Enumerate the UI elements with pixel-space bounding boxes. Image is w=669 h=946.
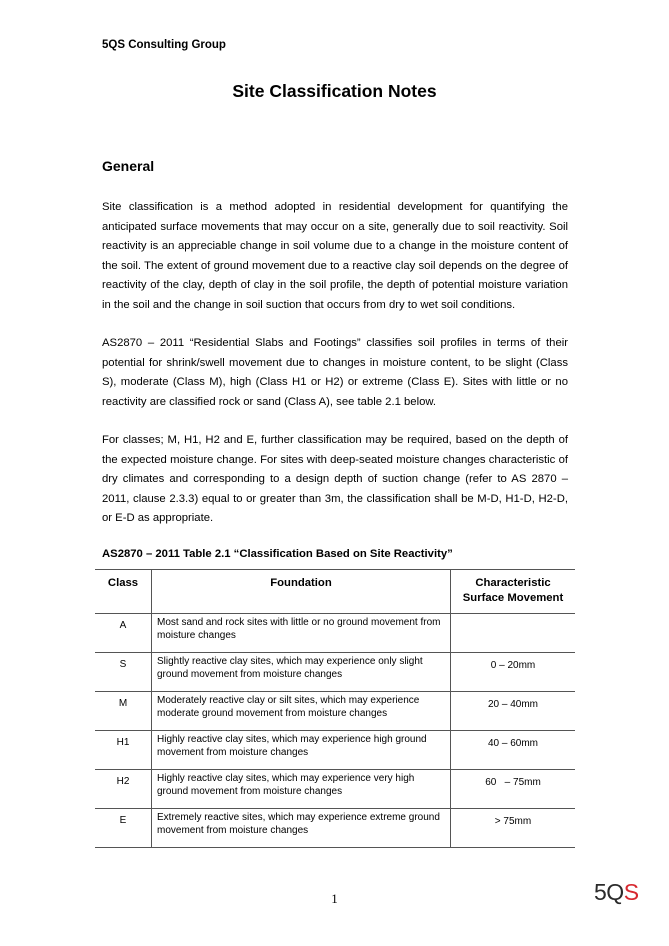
cell-foundation: Moderately reactive clay or silt sites, which may experience moderate ground movement from moisture changes [152, 692, 451, 731]
table-row [95, 653, 575, 692]
cell-class: E [95, 809, 152, 848]
company-name: 5QS Consulting Group [102, 39, 226, 51]
page-number: 1 [331, 891, 338, 906]
header-surface-movement [451, 570, 576, 614]
page-title: Site Classification Notes [232, 81, 437, 101]
table-row [95, 809, 575, 848]
logo-text-accent: S [623, 879, 639, 905]
table-caption: AS2870 – 2011 Table 2.1 “Classification Based on Site Reactivity” [102, 548, 453, 560]
paragraph: AS2870 – 2011 “Residential Slabs and Footings” classifies soil profiles in terms of their potential for shrink/swell movement due to changes in moisture content, to be slight (Class S), moderate (Class M), high (Class H1 or H2) or extreme (Class E). Sites with little or no reactivity are classified rock or sand (Class A), see table 2.1 below. [102, 337, 568, 408]
table-row [95, 614, 575, 653]
paragraph: For classes; M, H1, H2 and E, further classification may be required, based on the depth of the expected moisture change. For sites with deep-seated moisture changes characteristic of dry climates and corresponding to a design depth of suction change (refer to AS 2870 – 2011, clause 2.3.3) equal to or greater than 3m, the classification shall be M-D, H1-D, H2-D, or E-D as appropriate. [102, 434, 568, 524]
cell-class: A [95, 614, 152, 653]
header-movement-line1: Characteristic [475, 577, 551, 589]
cell-foundation: Highly reactive clay sites, which may experience very high ground movement from moisture changes [152, 770, 451, 809]
cell-movement: 20 – 40mm [451, 692, 576, 731]
cell-class: H1 [95, 731, 152, 770]
paragraph: Site classification is a method adopted in residential development for quantifying the anticipated surface movements that may occur on a site, generally due to soil reactivity. Soil reactivity is an appreciable change in soil volume due to a change in the moisture content of the soil. The extent of ground movement due to a reactive clay soil depends on the degree of reactivity of the clay, depth of clay in the soil profile, the depth of potential moisture variation in the soil and the change in soil suction that occurs from dry to wet soil conditions. [102, 201, 568, 311]
table-header-row [95, 570, 575, 614]
header-movement-line2: Surface Movement [462, 592, 564, 604]
svg-text:5QS [594, 879, 639, 905]
cell-foundation: Extremely reactive sites, which may experience extreme ground movement from moisture changes [152, 809, 451, 848]
classification-table [95, 569, 575, 848]
cell-movement: > 75mm [451, 809, 576, 848]
header-class: Class [95, 570, 152, 614]
header-foundation: Foundation [152, 570, 451, 614]
cell-movement: 60 – 75mm [451, 770, 576, 809]
cell-movement: 40 – 60mm [451, 731, 576, 770]
cell-class: H2 [95, 770, 152, 809]
section-heading: General [102, 158, 155, 174]
cell-movement [451, 614, 576, 653]
cell-foundation: Highly reactive clay sites, which may experience high ground movement from moisture changes [152, 731, 451, 770]
cell-class: M [95, 692, 152, 731]
cell-foundation: Slightly reactive clay sites, which may experience only slight ground movement from moisture changes [152, 653, 451, 692]
company-logo [594, 879, 650, 905]
cell-class: S [95, 653, 152, 692]
cell-foundation: Most sand and rock sites with little or no ground movement from moisture changes [152, 614, 451, 653]
cell-movement: 0 – 20mm [451, 653, 576, 692]
table-row [95, 692, 575, 731]
table-row [95, 770, 575, 809]
logo-text-main: 5Q [594, 879, 624, 905]
table-row [95, 731, 575, 770]
